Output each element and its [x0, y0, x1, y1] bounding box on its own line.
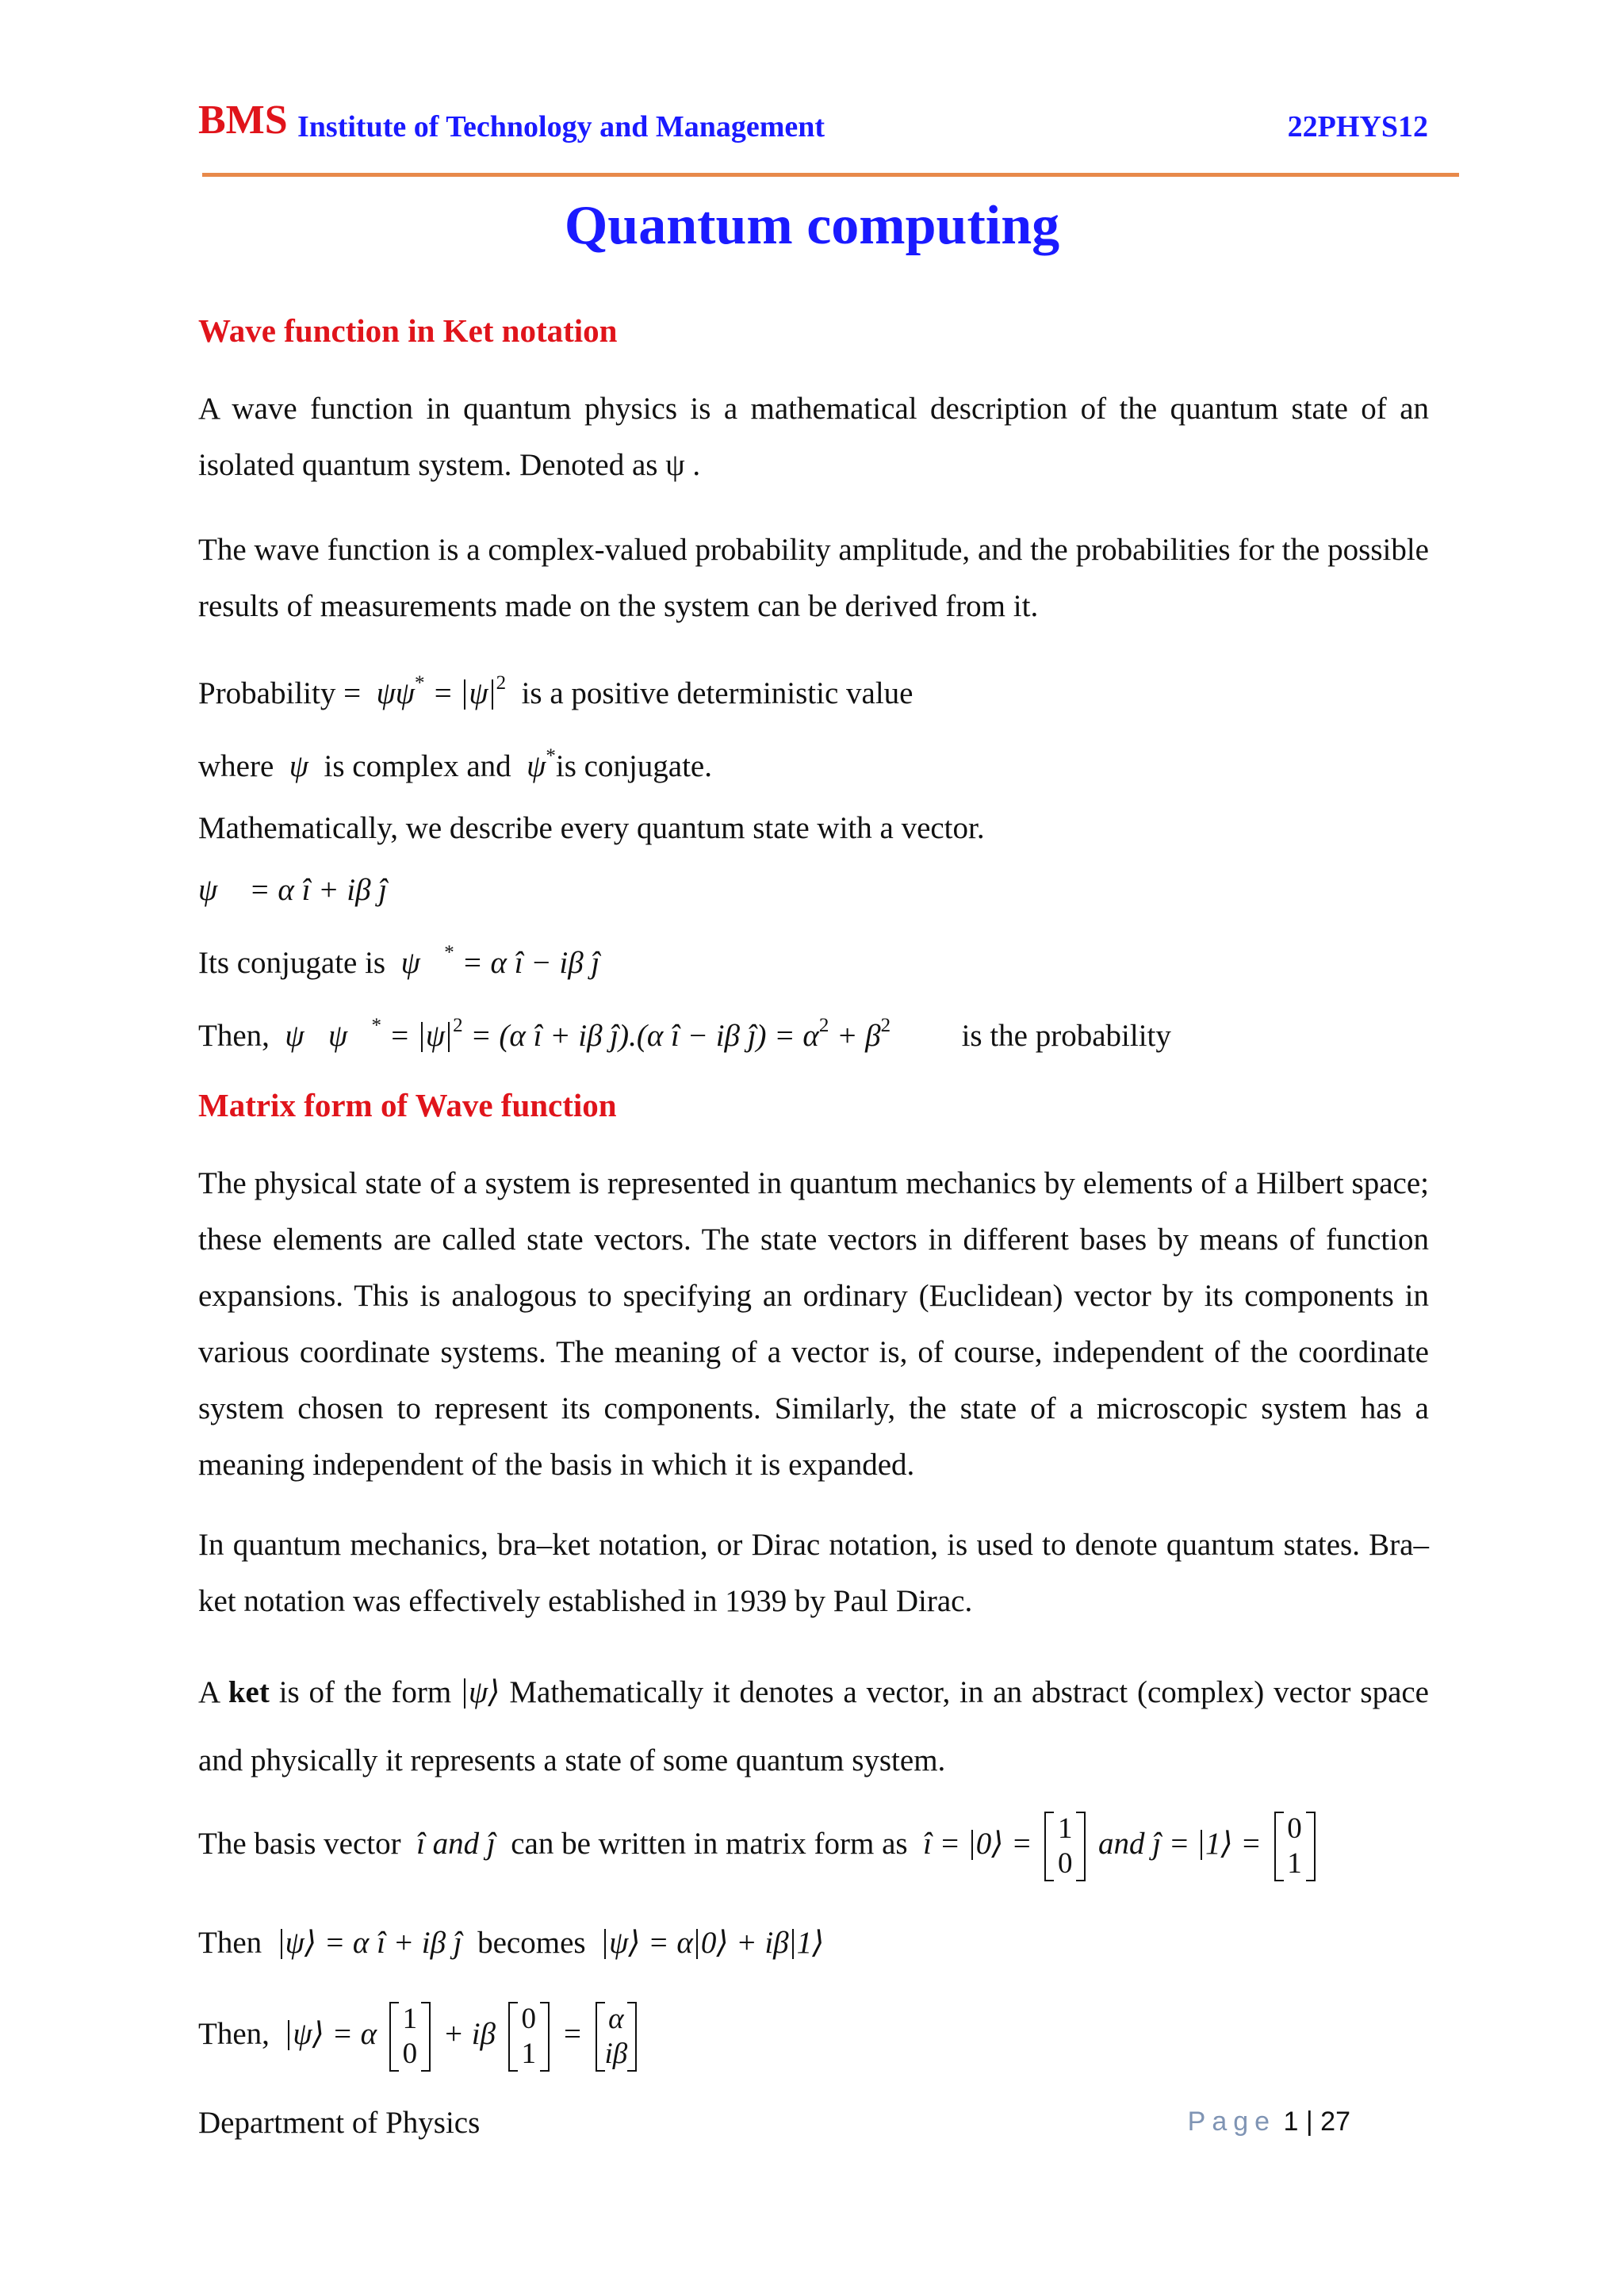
probability-tail: is a positive deterministic value: [521, 676, 914, 710]
footer-page-number: Page 1 | 27: [1187, 2107, 1350, 2137]
matrix-ket-result: α iβ: [596, 2002, 638, 2072]
matrix-ket-0: 1 0: [389, 2002, 431, 2072]
section-heading-matrix-form: Matrix form of Wave function: [198, 1087, 617, 1123]
paragraph-ket-definition: A ket is of the form ψ⟩ Mathematically it denotes a vector, in an abstract (complex) vector space and physically it represents a state of some quantum system.: [198, 1675, 1429, 1777]
basis-vector-line: The basis vector î and ĵ can be written in matrix form as î = 0⟩ = 1 0 and ĵ = 1⟩ = 0 1: [198, 1812, 1320, 1881]
where-line: where ψ is complex and ψ*is conjugate.: [198, 745, 712, 783]
ket-matrix-line: Then, ψ⟩ = α 1 0 + iβ 0 1 = α iβ: [198, 2002, 642, 2072]
paragraph-probability-amplitude: The wave function is a complex-valued probability amplitude, and the probabilities for the possible results of measurements made on the system can be derived from it.: [198, 533, 1429, 623]
header-brand: BMS: [198, 98, 288, 143]
ket-expansion-line: Then ψ⟩ = α î + iβ ĵ becomes ψ⟩ = α 0⟩ + iβ 1⟩: [198, 1926, 825, 1960]
header-course-code: 22PHYS12: [1287, 110, 1428, 144]
matrix-basis-1: 0 1: [1274, 1812, 1316, 1881]
section-heading-ket-notation: Wave function in Ket notation: [198, 312, 618, 349]
probability-label: Probability =: [198, 676, 362, 710]
matrix-basis-0: 1 0: [1044, 1812, 1086, 1881]
paragraph-wave-function-definition: A wave function in quantum physics is a mathematical description of the quantum state of an isolated quantum system. Denoted as ψ .: [198, 392, 1429, 482]
header-divider: [202, 173, 1459, 177]
probability-derivation-line: Then, ψ⃗ψ⃗* = ψ $^2$ = (α î + iβ ĵ).(α î − iβ ĵ) = $\alpha^2 + \beta^2$ is the probability: [198, 1015, 1171, 1053]
footer-department: Department of Physics: [198, 2106, 481, 2140]
paragraph-hilbert-space: The physical state of a system is represented in quantum mechanics by elements of a Hilbert space; these elements are called state vectors. The state vectors in different bases by means of function expansions. This is analogous to specifying an ordinary (Euclidean) vector by its components in various coordinate systems. The meaning of a vector is, of course, independent of the coordinate system chosen to represent its components. Similarly, the state of a microscopic system has a meaning independent of the basis in which it is expanded.: [198, 1166, 1429, 1482]
page-title: Quantum computing: [564, 195, 1060, 256]
conjugate-line: Its conjugate is ψ⃗* = α î − iβ ĵ: [198, 942, 600, 980]
header-institute: Institute of Technology and Management: [297, 110, 825, 144]
paragraph-dirac-notation: In quantum mechanics, bra–ket notation, or Dirac notation, is used to denote quantum states. Bra–ket notation was effectively established in 1939 by Paul Dirac.: [198, 1528, 1429, 1618]
vector-equation: ψ⃗ = α î + iβ ĵ: [198, 873, 388, 907]
matrix-ket-1: 0 1: [508, 2002, 550, 2072]
probability-formula: ψψ* = ψ $^2$: [368, 672, 507, 710]
vector-intro: Mathematically, we describe every quantum state with a vector.: [198, 811, 985, 845]
probability-line: [198, 672, 913, 711]
